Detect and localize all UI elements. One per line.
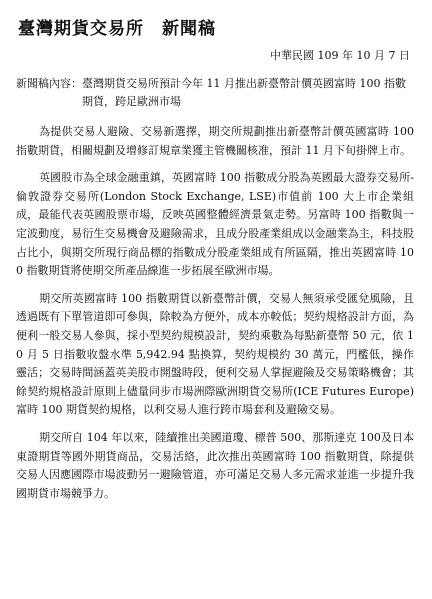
body-paragraph-1: 為提供交易人避險、交易新選擇，期交所規劃推出新臺幣計價英國富時 100 指數期貨，相關規劃及增修訂規章業獲主管機關核准，預計 11 月下旬掛牌上市。: [16, 125, 414, 157]
organization-name: 臺灣期貨交易所: [18, 19, 144, 39]
body-paragraph-2: 英國股市為全球金融重鎮，英國富時 100 指數成分股為英國最大證券交易所-倫敦證券交易所(London Stock Exchange, LSE)市值前 100 大上市企業組成，最能代表英國股票市場，反映英國整體經濟景氣走勢。另富時 100 指數與一定波動度，易衍生交易機會及避險需求，且成分股產業組成以金融業為主，科技股占比小，與期交所現行商品標的指數成分股產業組成有所區隔，推出英國富時 100 指數期貨將使期交所產品線進一步拓展至歐洲市場。: [16, 171, 414, 278]
subject-label: 新聞稿內容：: [16, 77, 82, 90]
body-paragraph-4: 期交所自 104 年以來，陸續推出美國道瓊、標普 500、那斯達克 100及日本東證期貨等國外期貨商品，交易活絡，此次推出英國富時 100 指數期貨，除提供交易人因應國際市場波動另一避險管道，亦可滿足交易人多元需求並進一步提升我國期貨市場競爭力。: [16, 430, 414, 500]
document-header: [18, 14, 414, 39]
subject-text: 臺灣期貨交易所預計今年 11 月推出新臺幣計價英國富時 100 指數期貨，跨足歐洲市場: [82, 77, 406, 108]
press-release-subject: [16, 75, 414, 111]
document-type: 新聞稿: [162, 19, 216, 39]
body-paragraph-3: 期交所英國富時 100 指數期貨以新臺幣計價，交易人無須承受匯兌風險，且透過既有下單管道即可參與，除較為方便外，成本亦較低；契約規格設計方面，為便利一般交易人參與，採小型契約規模設計，契約乘數為每點新臺幣 50 元，依 10 月 5 日指數收盤水準 5,942.94 點換算，契約規模約 30 萬元，門檻低，操作靈活；交易時間涵蓋英美股市開盤時段，便利交易人掌握避險及交易策略機會；其餘契約規格設計原則上儘量同步市場洲際歐洲期貨交易所(ICE Futures Europe)富時 100 期貨契約規格，以利交易人進行跨市場套利及避險交易。: [16, 291, 414, 417]
release-date: 中華民國 109 年 10 月 7 日: [270, 49, 410, 62]
